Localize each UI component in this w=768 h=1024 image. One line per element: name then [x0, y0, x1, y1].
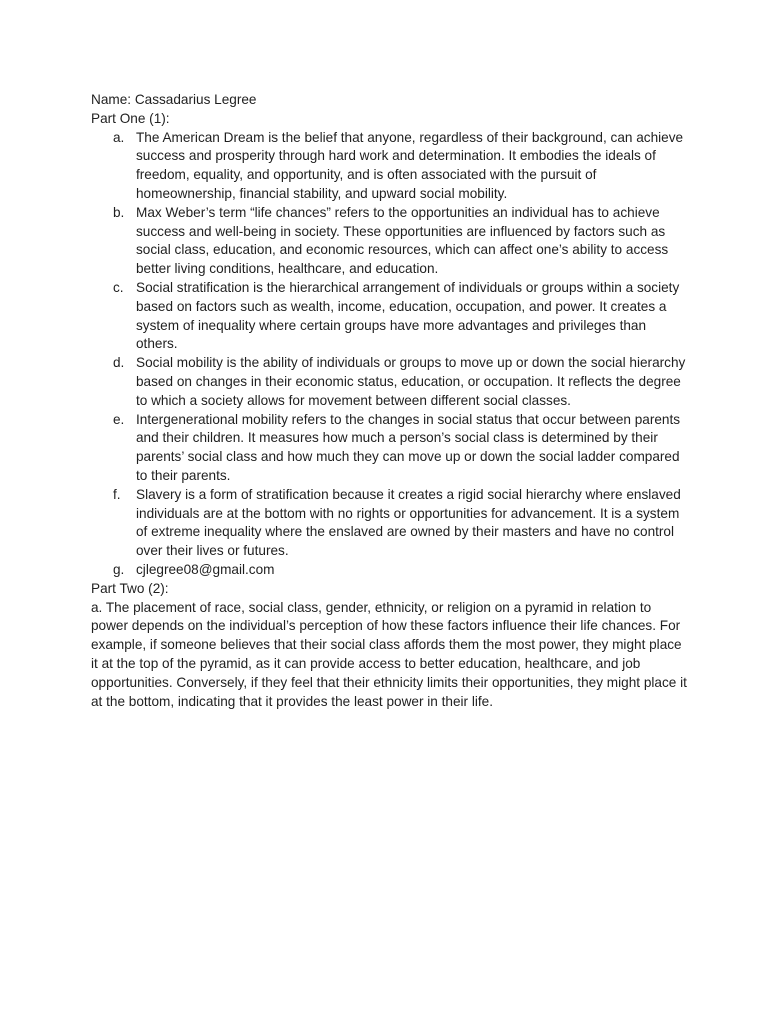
list-item: [91, 561, 691, 580]
list-item: [91, 486, 691, 561]
list-item-text: Social mobility is the ability of individuals or groups to move up or down the social hierarchy based on changes in their economic status, education, or occupation. It reflects the degree to which a society allows for movement between different social classes.: [136, 355, 686, 408]
list-marker: a.: [113, 129, 125, 145]
part-one-title: Part One (1):: [91, 110, 170, 126]
list-marker: d.: [113, 355, 125, 371]
document-page: [91, 91, 691, 711]
list-marker: f.: [113, 486, 121, 502]
list-marker: e.: [113, 411, 125, 427]
email-text: cjlegree08@gmail.com: [136, 561, 275, 577]
list-marker: c.: [113, 279, 124, 295]
list-item-text: Intergenerational mobility refers to the changes in social status that occur between parents and their children. It measures how much a person’s social class is determined by their parents’ social class and how much they can move up or down the social ladder compared to their parents.: [136, 411, 681, 483]
list-item: [91, 204, 691, 279]
list-item-text: Slavery is a form of stratification because it creates a rigid social hierarchy where enslaved individuals are at the bottom with no rights or opportunities for advancement. It is a system of extreme inequality where the enslaved are owned by their masters and have no control over their lives or futures.: [136, 486, 681, 559]
name-line: Name: Cassadarius Legree: [91, 92, 257, 107]
list-item-text: Social stratification is the hierarchical arrangement of individuals or groups within a society based on factors such as wealth, income, education, occupation, and power. It creates a system of inequality where certain groups have more advantages and privileges than others.: [136, 279, 680, 352]
list-marker: b.: [113, 204, 125, 220]
list-item: [91, 411, 691, 486]
list-item-text: The American Dream is the belief that anyone, regardless of their background, can achieve success and prosperity through hard work and determination. It embodies the ideals of freedom, equality, and opportunity, and is often associated with the pursuit of homeownership, financial stability, and upward social mobility.: [136, 129, 684, 201]
list-item: [91, 354, 691, 410]
list-item: [91, 129, 691, 204]
list-item: [91, 279, 691, 354]
part-two-title: Part Two (2):: [91, 580, 169, 596]
part-two-paragraph: a. The placement of race, social class, gender, ethnicity, or religion on a pyramid in relation to power depends on the individual’s perception of how these factors influence their life chances. For example, if someone believes that their social class affords them the most power, they might place it at the top of the pyramid, as it can provide access to better education, healthcare, and job opportunities. Conversely, if they feel that their ethnicity limits their opportunities, they might place it at the bottom, indicating that it provides the least power in their life.: [91, 599, 687, 709]
part-one-list: [91, 129, 691, 580]
list-item-text: Max Weber’s term “life chances” refers to the opportunities an individual has to achieve success and well-being in society. These opportunities are influenced by factors such as social class, education, and economic resources, which can affect one’s ability to access better living conditions, healthcare, and education.: [136, 204, 669, 277]
list-marker: g.: [113, 561, 125, 577]
